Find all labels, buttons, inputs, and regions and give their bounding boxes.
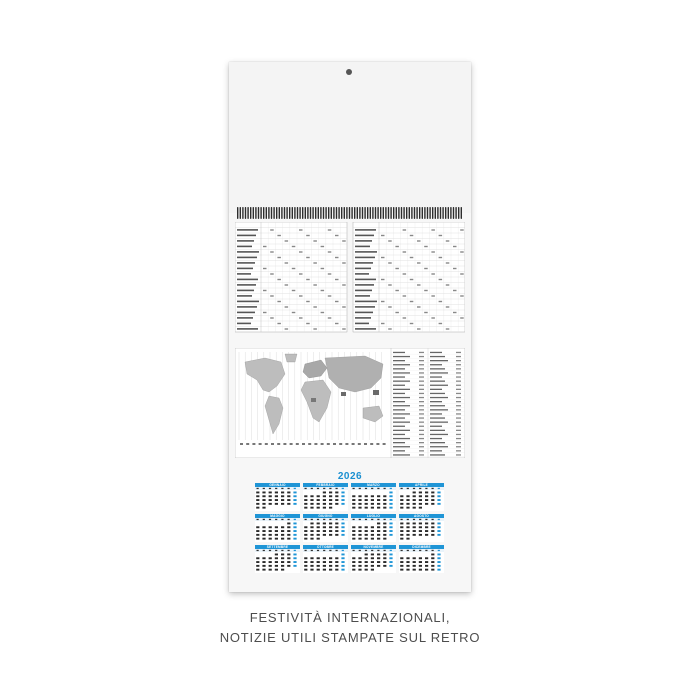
month-block [399, 483, 444, 511]
month-days [399, 518, 444, 542]
month-block [255, 483, 300, 511]
calendar-year: 2026 [337, 471, 363, 482]
month-name: DICEMBRE [399, 545, 444, 549]
world-timezone-map [235, 348, 465, 458]
month-block [303, 483, 348, 511]
month-block [255, 514, 300, 542]
calendar-months-grid [255, 483, 445, 575]
month-block [351, 545, 396, 573]
month-name: AGOSTO [399, 514, 444, 518]
month-days [255, 518, 300, 542]
month-name: FEBBRAIO [303, 483, 348, 487]
month-days [351, 487, 396, 511]
caption-line-1: FESTIVITÀ INTERNAZIONALI, [249, 610, 451, 625]
holiday-tables [235, 222, 465, 334]
month-days [303, 549, 348, 573]
month-name: APRILE [399, 483, 444, 487]
month-days [303, 518, 348, 542]
month-name: MAGGIO [255, 514, 300, 518]
month-name: MARZO [351, 483, 396, 487]
month-days [303, 487, 348, 511]
month-days [399, 549, 444, 573]
month-name: GIUGNO [303, 514, 348, 518]
month-block [399, 545, 444, 573]
month-days [255, 487, 300, 511]
month-days [351, 518, 396, 542]
month-days [255, 549, 300, 573]
month-block [255, 545, 300, 573]
month-name: NOVEMBRE [351, 545, 396, 549]
month-name: SETTEMBRE [255, 545, 300, 549]
caption-line-2: NOTIZIE UTILI STAMPATE SUL RETRO [219, 630, 481, 645]
month-block [351, 514, 396, 542]
spiral-binding [235, 206, 465, 220]
month-block [303, 514, 348, 542]
month-name: OTTOBRE [303, 545, 348, 549]
month-block [303, 545, 348, 573]
hanging-hole [346, 69, 352, 75]
month-name: GENNAIO [255, 483, 300, 487]
month-block [399, 514, 444, 542]
month-name: LUGLIO [351, 514, 396, 518]
month-block [351, 483, 396, 511]
month-days [399, 487, 444, 511]
month-days [351, 549, 396, 573]
wall-calendar [229, 62, 471, 592]
